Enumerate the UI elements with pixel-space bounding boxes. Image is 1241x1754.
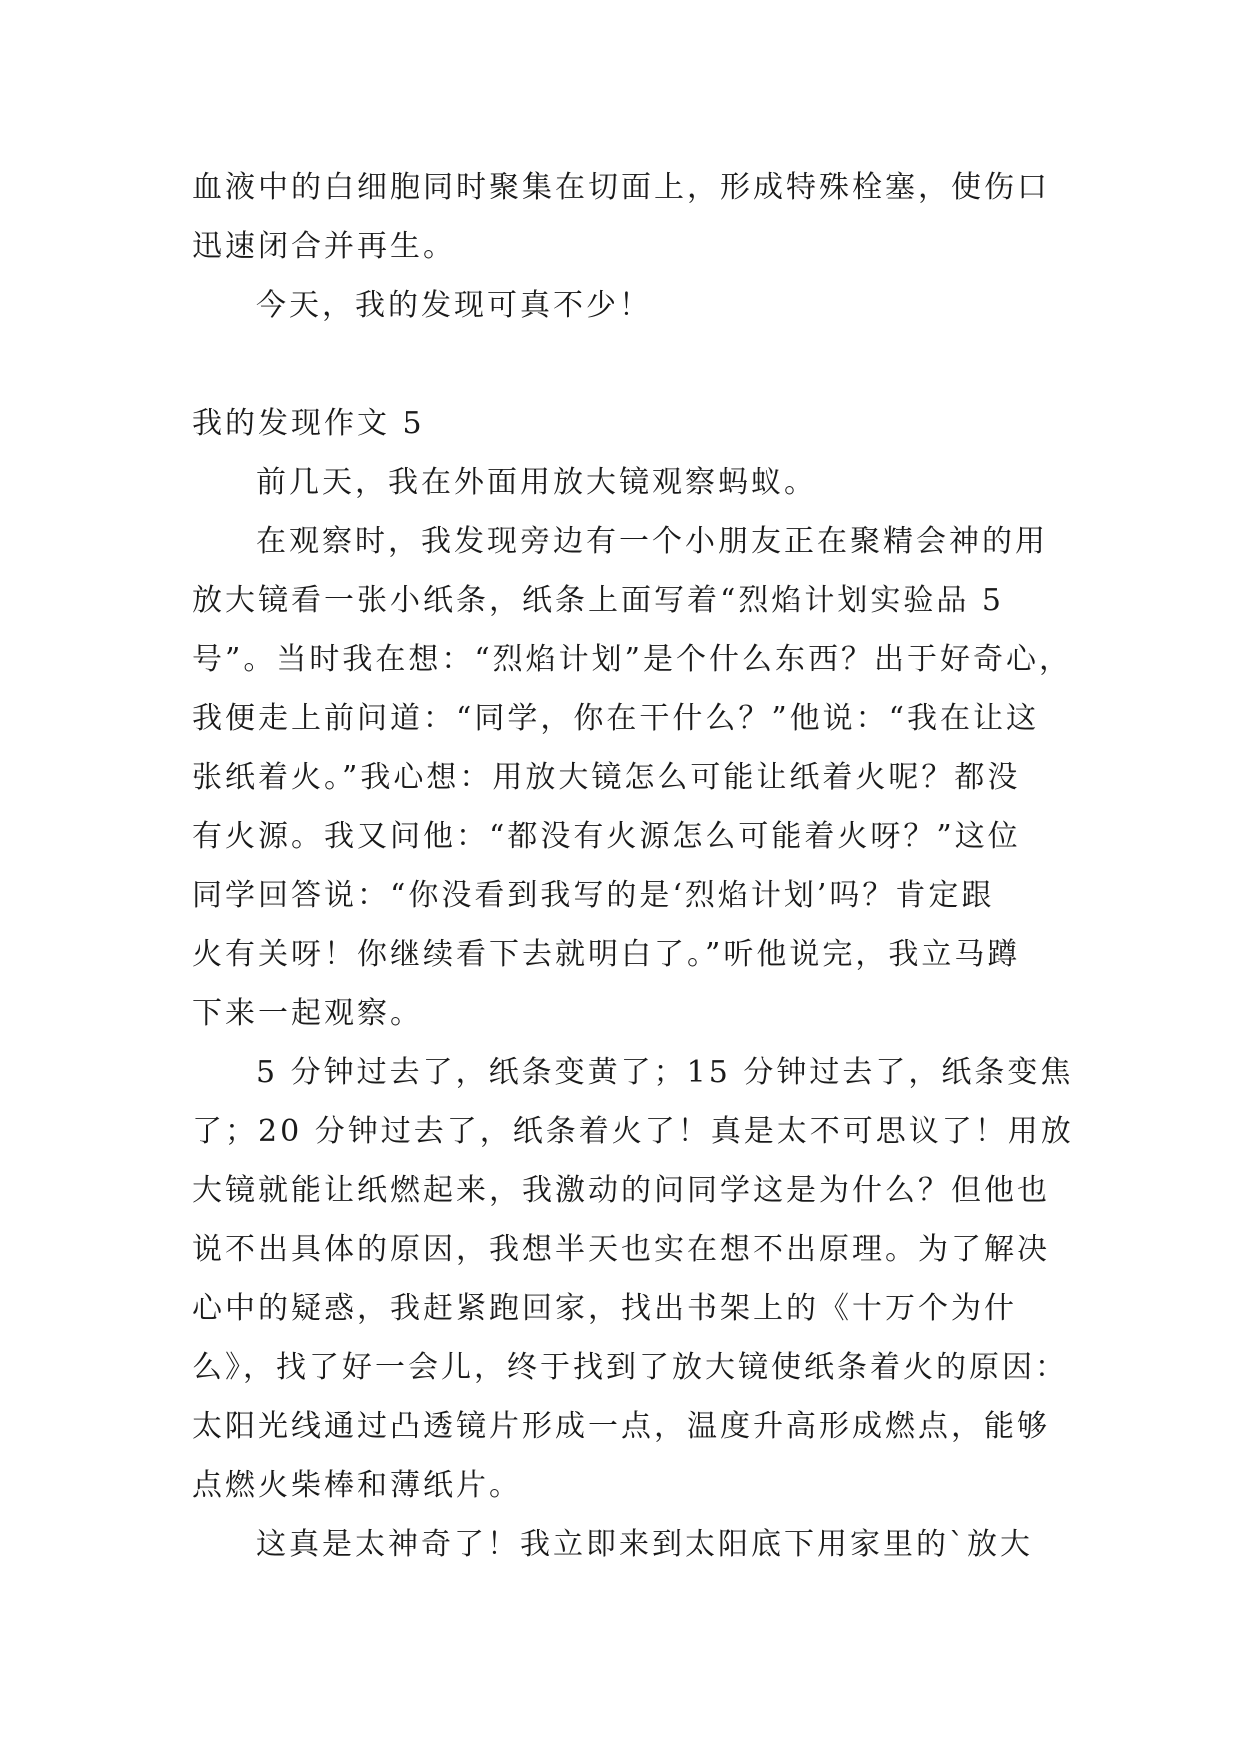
paragraph-line: 心中的疑惑，我赶紧跑回家，找出书架上的《十万个为什 bbox=[192, 1291, 1017, 1326]
paragraph-line: 放大镜看一张小纸条，纸条上面写着“烈焰计划实验品 5 bbox=[192, 583, 1004, 618]
paragraph-line: 大镜就能让纸燃起来，我激动的问同学这是为什么？但他也 bbox=[192, 1173, 1050, 1208]
section-title: 我的发现作文 5 bbox=[192, 406, 425, 441]
section-gap bbox=[192, 335, 1052, 394]
paragraph-line: 有火源。我又问他：“都没有火源怎么可能着火呀？”这位 bbox=[192, 819, 1021, 854]
paragraph-line: 么》，找了好一会儿，终于找到了放大镜使纸条着火的原因： bbox=[192, 1350, 1068, 1385]
paragraph-line: 我便走上前问道：“同学，你在干什么？”他说：“我在让这 bbox=[192, 701, 1040, 736]
paragraph-line: 血液中的白细胞同时聚集在切面上，形成特殊栓塞，使伤口 bbox=[192, 170, 1050, 205]
paragraph-line: 下来一起观察。 bbox=[192, 996, 423, 1031]
paragraph-line: 火有关呀！你继续看下去就明白了。”听他说完，我立马蹲 bbox=[192, 937, 1021, 972]
paragraph-line: 迅速闭合并再生。 bbox=[192, 229, 456, 264]
closing-line: 今天，我的发现可真不少！ bbox=[256, 288, 652, 323]
paragraph-line: 点燃火柴棒和薄纸片。 bbox=[192, 1468, 522, 1503]
paragraph-line: 前几天，我在外面用放大镜观察蚂蚁。 bbox=[256, 465, 817, 500]
paragraph-line: 号”。当时我在想：“烈焰计划”是个什么东西？出于好奇心， bbox=[192, 642, 1073, 677]
paragraph-line: 同学回答说：“你没看到我写的是‘烈焰计划’吗？肯定跟 bbox=[192, 878, 995, 913]
paragraph-line: 了；20 分钟过去了，纸条着火了！真是太不可思议了！用放 bbox=[192, 1114, 1074, 1149]
document-body bbox=[192, 158, 1074, 1574]
paragraph-line: 张纸着火。”我心想：用放大镜怎么可能让纸着火呢？都没 bbox=[192, 760, 1021, 795]
paragraph-line: 在观察时，我发现旁边有一个小朋友正在聚精会神的用 bbox=[256, 524, 1048, 559]
paragraph-line: 太阳光线通过凸透镜片形成一点，温度升高形成燃点，能够 bbox=[192, 1409, 1050, 1444]
paragraph-line: 5 分钟过去了，纸条变黄了；15 分钟过去了，纸条变焦 bbox=[256, 1055, 1074, 1090]
paragraph-line: 这真是太神奇了！我立即来到太阳底下用家里的`放大 bbox=[256, 1527, 1033, 1562]
paragraph-line: 说不出具体的原因，我想半天也实在想不出原理。为了解决 bbox=[192, 1232, 1050, 1267]
